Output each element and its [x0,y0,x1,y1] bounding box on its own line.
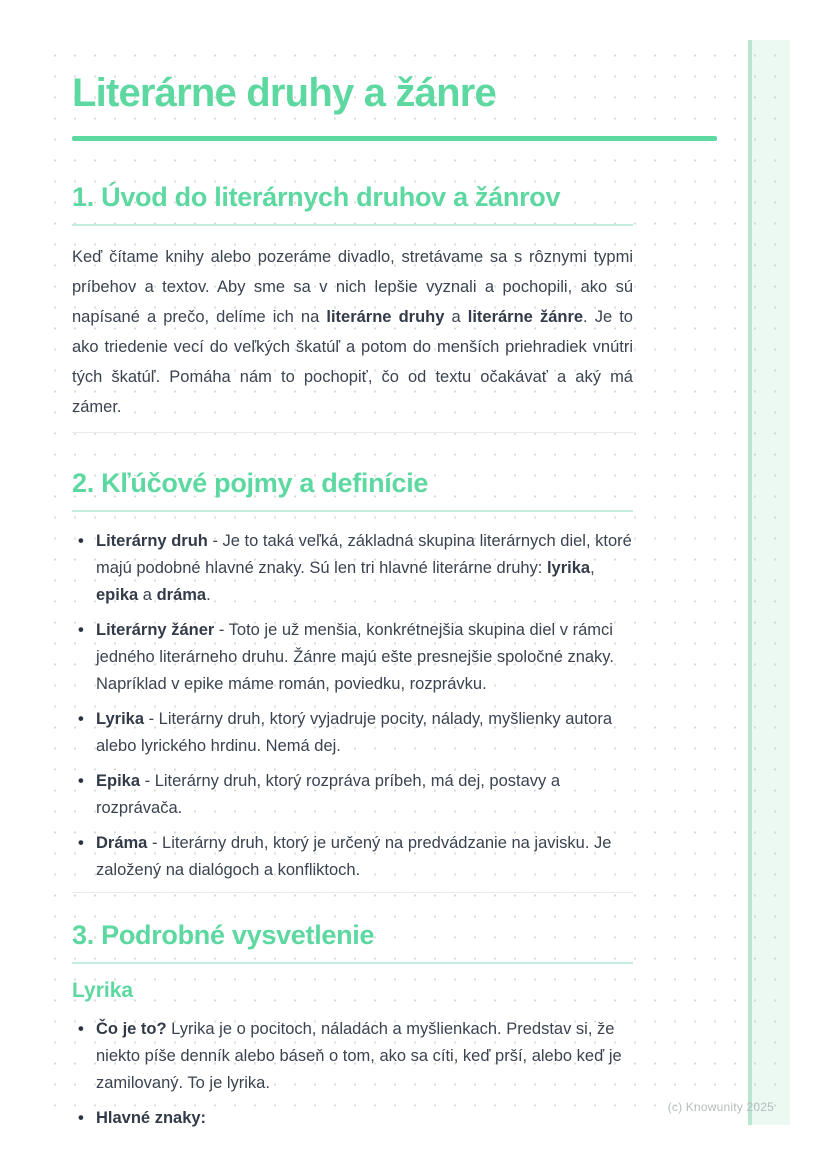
list-item: • Čo je to? Lyrika je o pocitoch, náladách a myšlienkach. Predstav si, že niekto píše denník alebo báseň o tom, ako sa cíti, keď prší, alebo keď je zamilovaný. To je lyrika. [72,1016,633,1097]
section-heading-2: 2. Kľúčové pojmy a definície [72,467,633,512]
document-page [40,40,790,1125]
subsection-heading-lyrika: Lyrika [72,979,134,1002]
page-title: Literárne druhy a žánre [72,71,496,115]
list-item: • Epika - Literárny druh, ktorý rozpráva príbeh, má dej, postavy a rozprávača. [72,768,633,822]
list-item: • Literárny druh - Je to taká veľká, základná skupina literárnych diel, ktoré majú podobné hlavné znaky. Sú len tri hlavné literárne druhy: lyrika, epika a dráma. [72,528,633,609]
notebook-margin-strip [752,40,790,1125]
notebook-margin-line [748,40,752,1125]
section-heading-1: 1. Úvod do literárnych druhov a žánrov [72,181,633,226]
list-item: • Literárny žáner - Toto je už menšia, konkrétnejšia skupina diel v rámci jedného literárneho druhu. Žánre majú ešte presnejšie spoločné znaky. Napríklad v epike máme román, poviedku, rozprávku. [72,617,633,698]
lyrika-bullet-list [72,1016,633,1132]
definitions-bullet-list [72,528,633,884]
list-item: • Dráma - Literárny druh, ktorý je určený na predvádzanie na javisku. Je založený na dialógoch a konfliktoch. [72,830,633,884]
section-divider [72,432,633,433]
footer-credit: (c) Knowunity 2025 [667,1100,774,1114]
list-item: • Lyrika - Literárny druh, ktorý vyjadruje pocity, nálady, myšlienky autora alebo lyrického hrdinu. Nemá dej. [72,706,633,760]
document-content [72,40,633,1140]
title-rule [72,136,717,141]
list-item: • Hlavné znaky: [72,1105,633,1132]
intro-paragraph: Keď čítame knihy alebo pozeráme divadlo, stretávame sa s rôznymi typmi príbehov a textov. Aby sme sa v nich lepšie vyznali a pochopili, ako sú napísané a prečo, delíme ich na literárne druhy a literárne žánre. Je to ako triedenie vecí do veľkých škatúľ a potom do menších priehradiek vnútri tých škatúľ. Pomáha nám to pochopiť, čo od textu očakávať a aký má zámer. [72,248,633,416]
section-heading-3: 3. Podrobné vysvetlenie [72,919,633,964]
section-divider [72,892,633,893]
